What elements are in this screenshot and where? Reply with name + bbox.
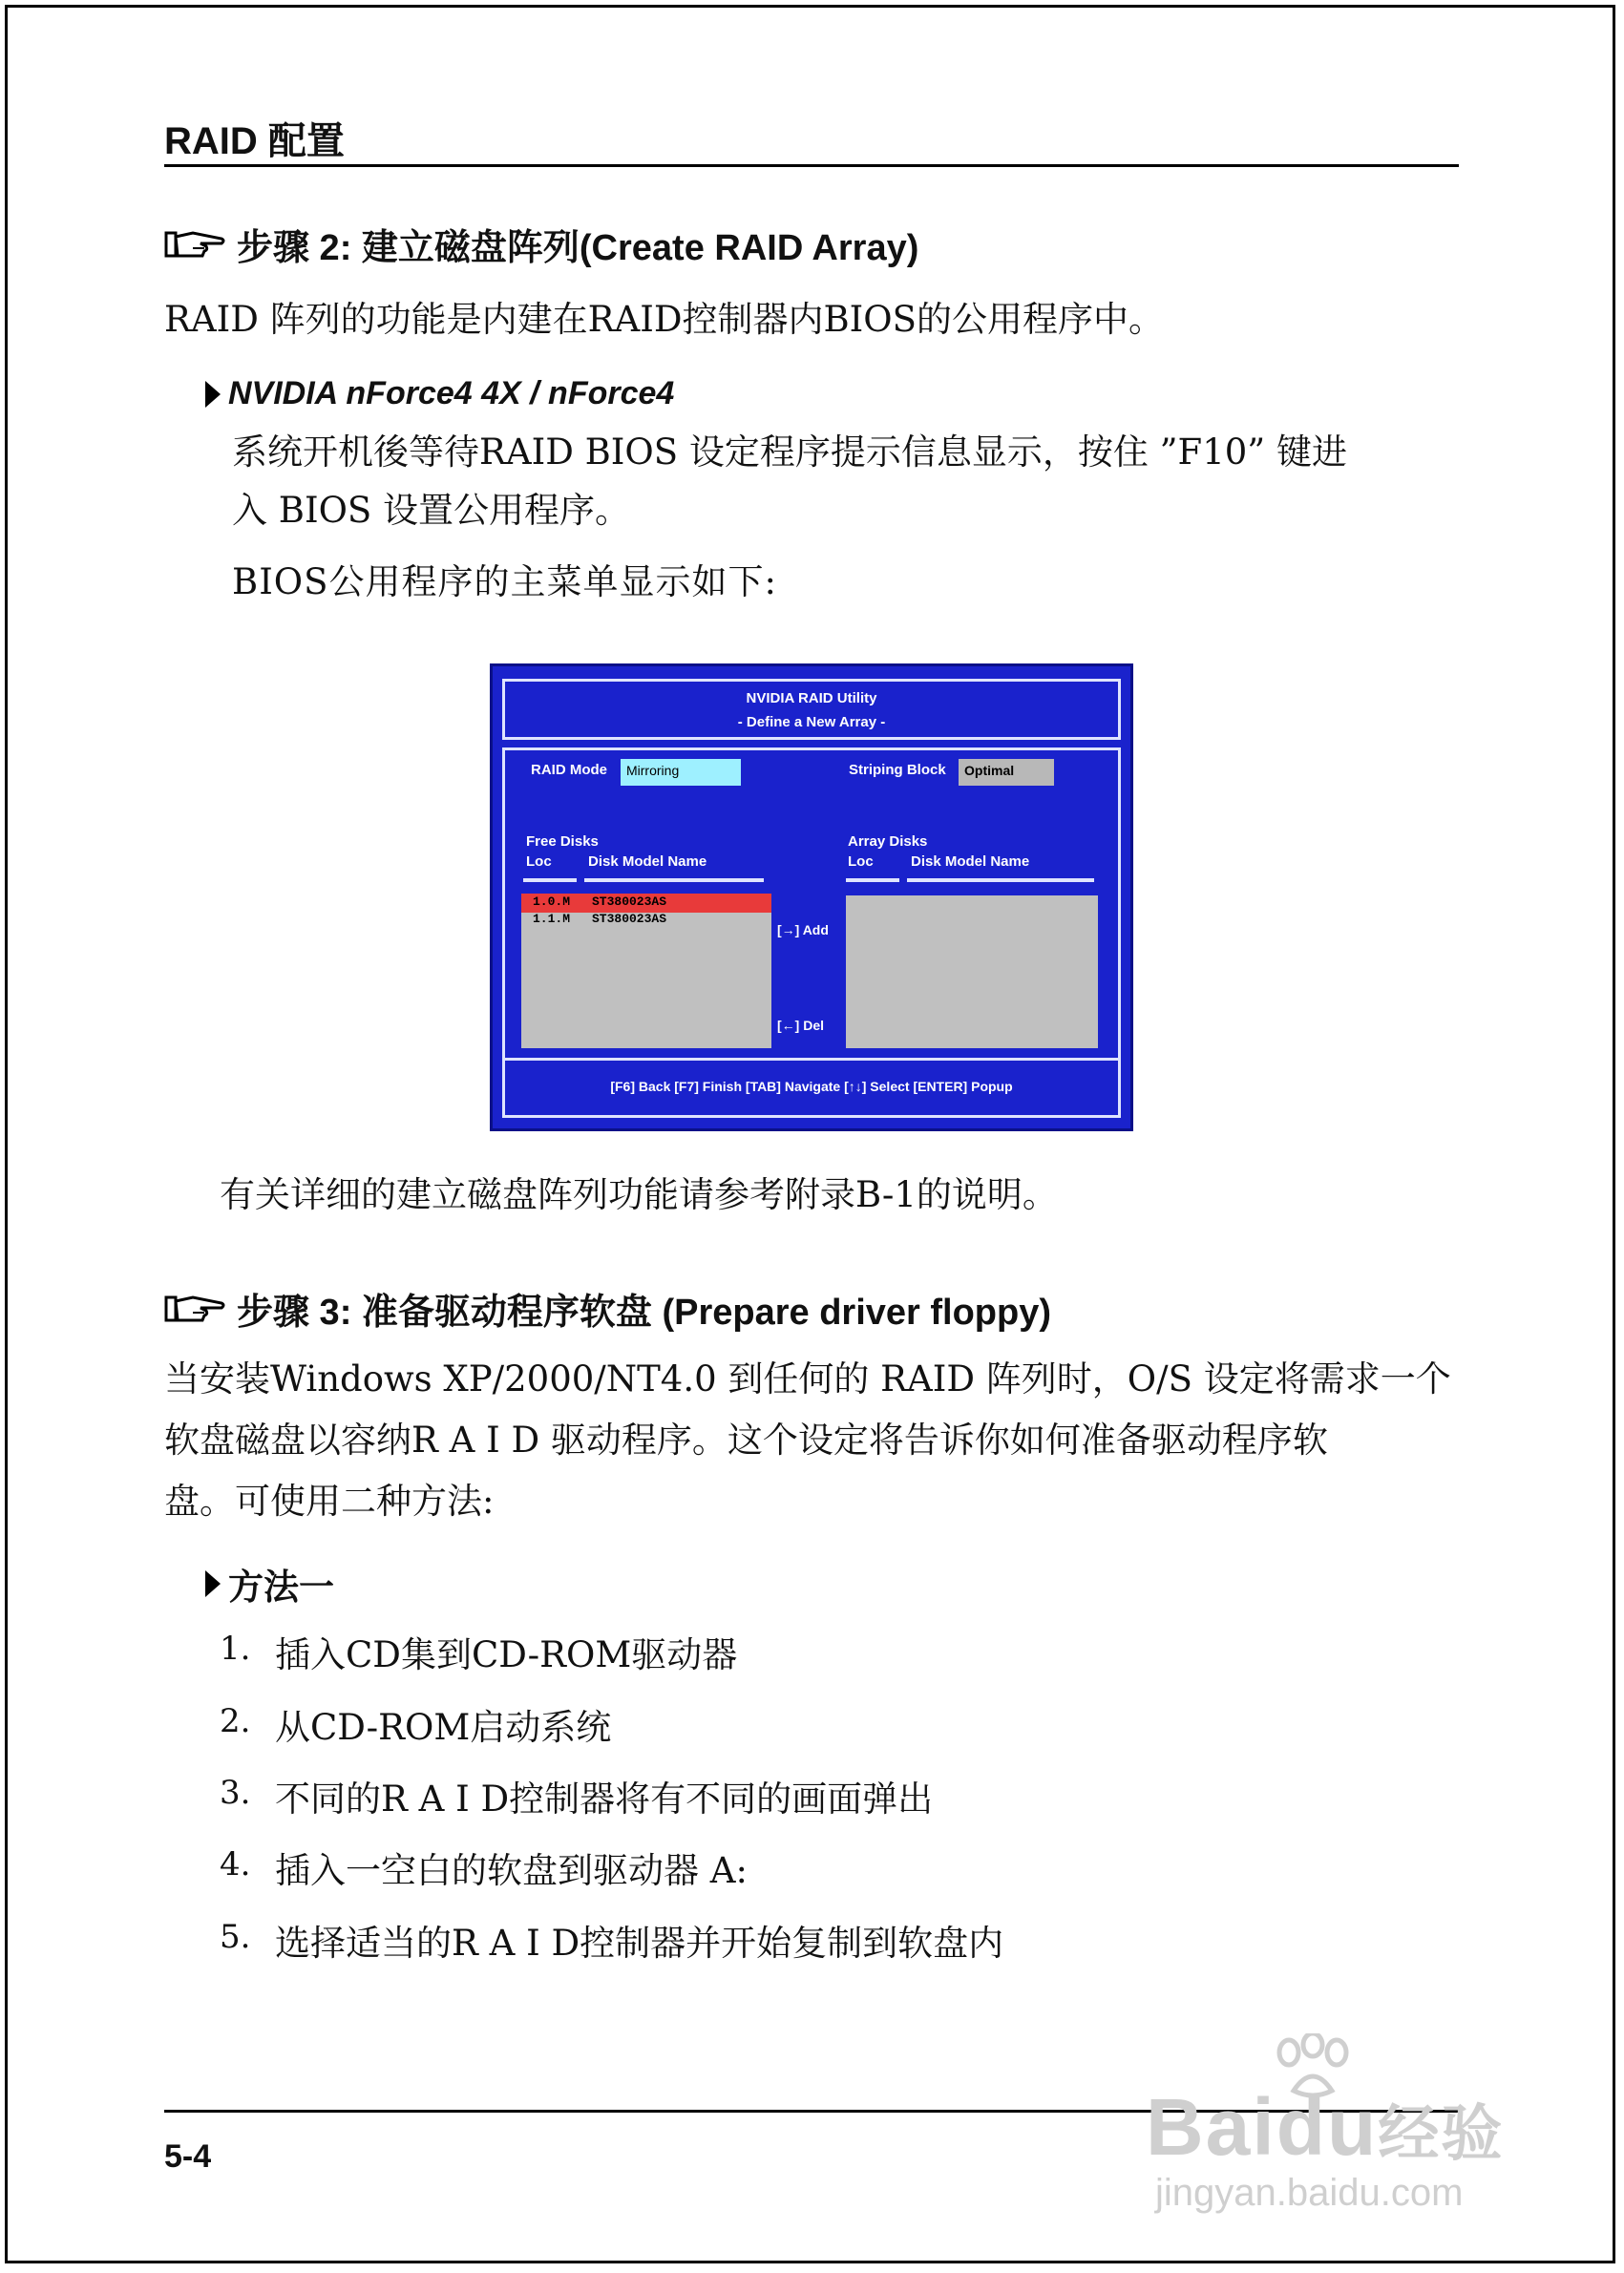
bios-footer-keys: [F6] Back [F7] Finish [TAB] Navigate [↑↓] Select [ENTER] Popup [610,1079,1013,1094]
bios-del-label[interactable]: [←] Del [777,1018,824,1033]
bios-add-label[interactable]: [→] Add [777,922,829,937]
list-item-text: 不同的R A I D控制器将有不同的画面弹出 [275,1778,934,1820]
bios-array-loc-underline [846,878,899,882]
list-item-text: 选择适当的R A I D控制器并开始复制到软盘内 [275,1923,1004,1964]
list-item-text: 从CD-ROM启动系统 [275,1707,612,1748]
step3-title-row [164,1282,1051,1335]
method-heading-row [205,1558,334,1610]
bios-raid-mode-field[interactable]: Mirroring [621,759,741,786]
bios-subtitle: - Define a New Array - [737,714,886,730]
bios-free-col-model: Disk Model Name [588,853,707,870]
list-item-number: 3. [220,1774,251,1812]
bios-array-col-loc: Loc [848,853,874,870]
step2-subheading-row [205,375,674,412]
header-rule [164,164,1459,167]
page-header-title: RAID 配置 [164,120,345,162]
pointing-hand-icon [164,1292,227,1326]
watermark-brand2: du [1276,2082,1379,2172]
bios-footer-divider [502,1058,1121,1061]
list-item-number: 5. [220,1918,251,1956]
bullet-triangle-icon [205,381,221,408]
step3-line3: 盘。可使用二种方法: [164,1481,495,1522]
bios-free-model-underline [584,878,764,882]
step3-line2: 软盘磁盘以容纳R A I D 驱动程序。这个设定将告诉你如何准备驱动程序软 [164,1420,1328,1461]
step3-title: 步骤 3: 准备驱动程序软盘 (Prepare driver floppy) [237,1293,1052,1333]
bios-striping-label: Striping Block [849,762,946,778]
bios-free-disk-loc: 1.0.M [533,894,571,909]
watermark-url: jingyan.baidu.com [1155,2172,1464,2214]
bios-array-disks-label: Array Disks [848,833,928,850]
bios-title-box [502,679,1121,740]
watermark-brand-cn: 经验 [1378,2099,1505,2168]
paw-icon [1270,2033,1356,2100]
step2-after-text: 有关详细的建立磁盘阵列功能请参考附录B-1的说明。 [220,1174,1058,1215]
list-item-number: 1. [220,1630,251,1668]
bios-screenshot [490,663,1133,1131]
list-item-number: 2. [220,1702,251,1740]
step3-line1: 当安装Windows XP/2000/NT4.0 到任何的 RAID 阵列时，O/S 设定将需求一个 [164,1358,1451,1400]
bios-free-disks-panel[interactable] [521,894,771,1048]
page-number: 5-4 [164,2138,212,2175]
step2-para1-line1: 系统开机後等待RAID BIOS 设定程序提示信息显示，按住 ”F10” 键进 [232,431,1347,473]
step2-title-row [164,218,918,270]
bios-free-loc-underline [523,878,577,882]
step2-para1-line2: 入 BIOS 设置公用程序。 [232,490,631,531]
bios-raid-mode-label: RAID Mode [531,762,607,778]
bios-free-disk-loc: 1.1.M [533,912,571,926]
bios-free-disks-label: Free Disks [526,833,599,850]
method-heading: 方法一 [228,1568,334,1607]
bios-striping-field[interactable]: Optimal [959,759,1054,786]
watermark-brand: Bai [1146,2082,1276,2172]
bios-title: NVIDIA RAID Utility [746,690,877,706]
list-item-number: 4. [220,1845,251,1884]
bios-free-disk-row[interactable] [521,894,771,913]
bios-free-disk-row[interactable] [521,911,771,930]
step2-title: 步骤 2: 建立磁盘阵列(Create RAID Array) [237,228,919,268]
bios-free-disk-model: ST380023AS [592,894,667,909]
pointing-hand-icon [164,227,227,262]
bullet-triangle-icon [205,1570,221,1597]
step2-intro: RAID 阵列的功能是内建在RAID控制器内BIOS的公用程序中。 [164,299,1164,340]
list-item-text: 插入一空白的软盘到驱动器 A: [275,1850,748,1891]
bios-free-disk-model: ST380023AS [592,912,667,926]
bios-array-disks-panel[interactable] [846,895,1098,1048]
bios-free-col-loc: Loc [526,853,552,870]
bios-array-col-model: Disk Model Name [911,853,1030,870]
step2-subheading: NVIDIA nForce4 4X / nForce4 [228,375,675,411]
bios-array-model-underline [907,878,1094,882]
list-item-text: 插入CD集到CD-ROM驱动器 [275,1634,738,1675]
step2-para2: BIOS公用程序的主菜单显示如下: [232,561,777,602]
